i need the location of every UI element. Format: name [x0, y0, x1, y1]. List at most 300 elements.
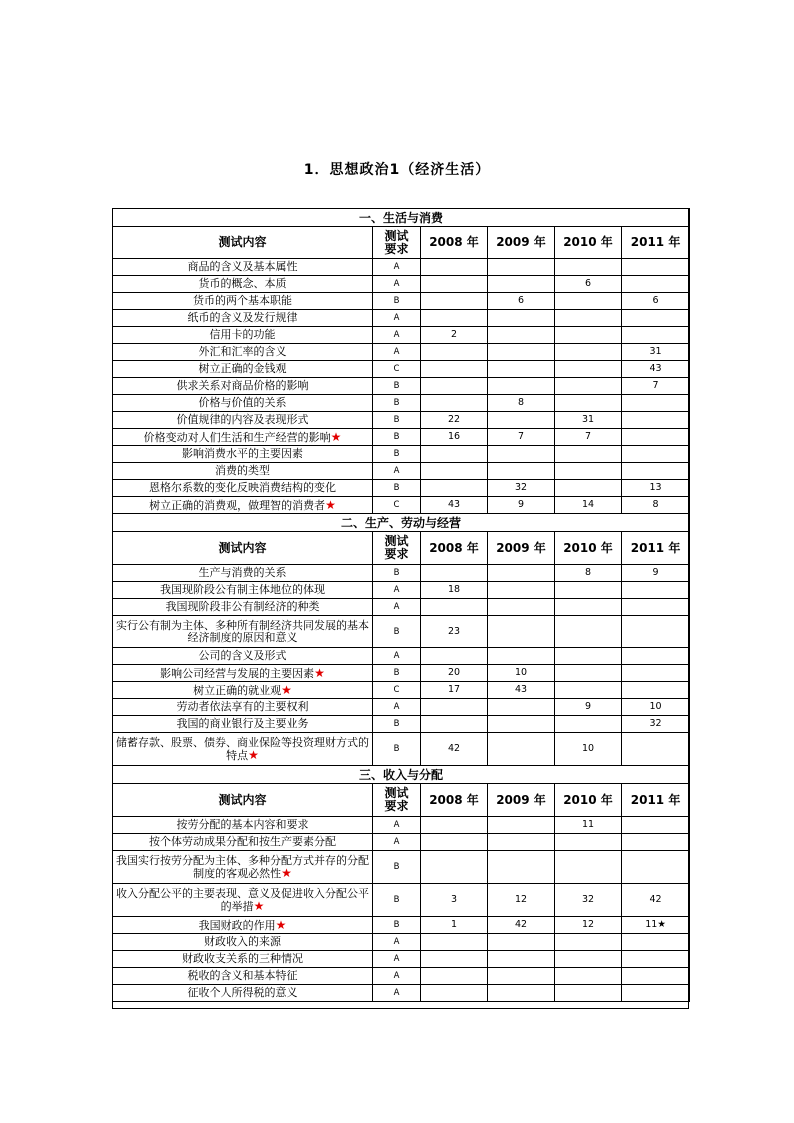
- year-cell: 13: [622, 480, 690, 497]
- year-cell: 32: [555, 884, 622, 917]
- year-cell: [555, 463, 622, 480]
- year-cell: 42: [622, 884, 690, 917]
- exam-topics-table: [112, 208, 690, 1002]
- star-icon: ★: [314, 665, 325, 680]
- requirement-cell: B: [373, 429, 421, 446]
- year-cell: 8: [622, 497, 690, 514]
- header-year: 2011 年: [622, 784, 690, 817]
- topic-cell: [113, 276, 373, 293]
- requirement-cell: C: [373, 361, 421, 378]
- topic-cell: [113, 817, 373, 834]
- topic-text: 实行公有制为主体、多种所有制经济共同发展的基本经济制度的原因和意义: [116, 618, 369, 644]
- year-cell: [421, 648, 488, 665]
- year-cell: [622, 682, 690, 699]
- topic-text: 树立正确的就业观: [193, 683, 282, 697]
- requirement-cell: A: [373, 310, 421, 327]
- year-cell: [421, 310, 488, 327]
- year-cell: [488, 616, 555, 648]
- requirement-cell: B: [373, 716, 421, 733]
- topic-cell: [113, 682, 373, 699]
- topic-text: 影响公司经营与发展的主要因素: [160, 666, 315, 680]
- table-row: [113, 682, 690, 699]
- topic-cell: [113, 293, 373, 310]
- year-cell: [488, 463, 555, 480]
- year-cell: [421, 395, 488, 412]
- topic-text: 我国的商业银行及主要业务: [176, 717, 309, 730]
- year-cell: [488, 259, 555, 276]
- topic-text: 财政收支关系的三种情况: [182, 952, 303, 965]
- year-cell: 9: [555, 699, 622, 716]
- year-cell: [622, 259, 690, 276]
- year-cell: [488, 565, 555, 582]
- year-cell: [555, 934, 622, 951]
- topic-text: 公司的含义及形式: [198, 649, 287, 662]
- requirement-cell: B: [373, 395, 421, 412]
- header-year: 2009 年: [488, 784, 555, 817]
- table-row: [113, 699, 690, 716]
- year-cell: 20: [421, 665, 488, 682]
- year-cell: [488, 327, 555, 344]
- year-cell: 3: [421, 884, 488, 917]
- year-cell: 22: [421, 412, 488, 429]
- year-cell: 16: [421, 429, 488, 446]
- header-content: 测试内容: [113, 532, 373, 565]
- year-cell: [622, 412, 690, 429]
- table-row: [113, 378, 690, 395]
- year-cell: [421, 817, 488, 834]
- table-row: [113, 665, 690, 682]
- year-cell: [421, 968, 488, 985]
- year-cell: [421, 480, 488, 497]
- year-cell: [421, 599, 488, 616]
- year-cell: 43: [421, 497, 488, 514]
- year-cell: [421, 293, 488, 310]
- year-cell: 11: [555, 817, 622, 834]
- topic-cell: [113, 884, 373, 917]
- year-cell: [622, 951, 690, 968]
- table-row: [113, 412, 690, 429]
- table-row: [113, 817, 690, 834]
- year-cell: 42: [421, 733, 488, 766]
- table-row: [113, 446, 690, 463]
- topic-cell: [113, 310, 373, 327]
- requirement-cell: A: [373, 985, 421, 1002]
- year-cell: [622, 276, 690, 293]
- year-cell: [622, 446, 690, 463]
- year-cell: [555, 480, 622, 497]
- year-cell: [488, 817, 555, 834]
- table-row: [113, 293, 690, 310]
- year-cell: [622, 429, 690, 446]
- topic-text: 按劳分配的基本内容和要求: [176, 818, 309, 831]
- topic-text: 外汇和汇率的含义: [198, 345, 287, 358]
- year-cell: 6: [622, 293, 690, 310]
- year-cell: [421, 378, 488, 395]
- topic-text: 货币的概念、本质: [198, 277, 287, 290]
- year-cell: [421, 276, 488, 293]
- year-cell: 12: [488, 884, 555, 917]
- year-cell: [622, 463, 690, 480]
- year-cell: [488, 446, 555, 463]
- requirement-cell: A: [373, 463, 421, 480]
- topic-cell: [113, 648, 373, 665]
- year-cell: [421, 951, 488, 968]
- year-cell: [555, 582, 622, 599]
- year-cell: [488, 344, 555, 361]
- topic-cell: [113, 412, 373, 429]
- year-cell: [622, 934, 690, 951]
- year-cell: [555, 599, 622, 616]
- year-cell: [622, 851, 690, 884]
- year-cell: 7: [555, 429, 622, 446]
- year-cell: [622, 327, 690, 344]
- header-requirement: 测试 要求: [373, 784, 421, 817]
- year-cell: 31: [622, 344, 690, 361]
- star-icon: ★: [281, 865, 292, 880]
- year-cell: 2: [421, 327, 488, 344]
- header-content: 测试内容: [113, 227, 373, 259]
- year-cell: 9: [622, 565, 690, 582]
- section-row: [113, 766, 690, 784]
- year-cell: [488, 834, 555, 851]
- table-row: [113, 565, 690, 582]
- header-year: 2009 年: [488, 532, 555, 565]
- star-icon: ★: [253, 898, 265, 913]
- table-row: [113, 733, 690, 766]
- year-cell: [555, 834, 622, 851]
- topic-text: 纸币的含义及发行规律: [187, 311, 298, 324]
- year-cell: [555, 344, 622, 361]
- table-row: [113, 361, 690, 378]
- table-row: [113, 582, 690, 599]
- year-cell: 43: [488, 682, 555, 699]
- table-row: [113, 344, 690, 361]
- requirement-cell: B: [373, 851, 421, 884]
- topic-cell: [113, 599, 373, 616]
- year-cell: [421, 446, 488, 463]
- topic-cell: [113, 480, 373, 497]
- table-row: [113, 599, 690, 616]
- topic-text: 影响消费水平的主要因素: [182, 447, 303, 460]
- topic-text: 收入分配公平的主要表现、意义及促进收入分配公平的举措: [116, 886, 369, 913]
- header-year: 2009 年: [488, 227, 555, 259]
- topic-text: 供求关系对商品价格的影响: [176, 379, 309, 392]
- topic-cell: [113, 344, 373, 361]
- requirement-cell: A: [373, 327, 421, 344]
- section-title: 一、生活与消费: [113, 209, 690, 227]
- year-cell: [622, 582, 690, 599]
- table-row: [113, 716, 690, 733]
- section-row: [113, 514, 690, 532]
- year-cell: [488, 582, 555, 599]
- year-cell: 10: [622, 699, 690, 716]
- table-row: [113, 851, 690, 884]
- year-cell: [488, 985, 555, 1002]
- header-requirement: 测试 要求: [373, 227, 421, 259]
- year-cell: [622, 599, 690, 616]
- table-row: [113, 917, 690, 934]
- star-icon: ★: [325, 497, 336, 512]
- star-icon: ★: [281, 682, 292, 697]
- page-title: 1．思想政治1（经济生活）: [303, 162, 491, 178]
- topic-cell: [113, 716, 373, 733]
- table-row: [113, 497, 690, 514]
- header-year: 2010 年: [555, 532, 622, 565]
- year-cell: 10: [488, 665, 555, 682]
- year-cell: 7: [622, 378, 690, 395]
- topic-text: 商品的含义及基本属性: [187, 260, 298, 273]
- year-cell: [488, 412, 555, 429]
- requirement-cell: A: [373, 951, 421, 968]
- requirement-cell: C: [373, 682, 421, 699]
- topic-cell: [113, 917, 373, 934]
- year-cell: [555, 378, 622, 395]
- year-cell: [488, 934, 555, 951]
- section-title: 二、生产、劳动与经营: [113, 514, 690, 532]
- topic-text: 货币的两个基本职能: [193, 294, 292, 307]
- requirement-cell: A: [373, 817, 421, 834]
- year-cell: [488, 599, 555, 616]
- year-cell: [421, 851, 488, 884]
- year-cell: 8: [555, 565, 622, 582]
- requirement-cell: B: [373, 616, 421, 648]
- topic-text: 生产与消费的关系: [198, 566, 287, 579]
- topic-text: 消费的类型: [215, 464, 270, 477]
- header-content: 测试内容: [113, 784, 373, 817]
- year-cell: [555, 361, 622, 378]
- topic-text: 劳动者依法享有的主要权利: [176, 700, 309, 713]
- requirement-cell: B: [373, 480, 421, 497]
- requirement-cell: A: [373, 344, 421, 361]
- topic-text: 征收个人所得税的意义: [187, 986, 298, 999]
- topic-cell: [113, 968, 373, 985]
- year-cell: [622, 648, 690, 665]
- table-row: [113, 648, 690, 665]
- year-cell: [555, 310, 622, 327]
- year-cell: 7: [488, 429, 555, 446]
- header-row: [113, 227, 690, 259]
- requirement-cell: B: [373, 446, 421, 463]
- requirement-cell: A: [373, 259, 421, 276]
- header-year: 2008 年: [421, 532, 488, 565]
- requirement-cell: A: [373, 582, 421, 599]
- year-cell: [421, 344, 488, 361]
- requirement-cell: B: [373, 917, 421, 934]
- topic-cell: [113, 699, 373, 716]
- year-cell: [421, 699, 488, 716]
- header-year: 2011 年: [622, 532, 690, 565]
- year-cell: [488, 733, 555, 766]
- year-cell: [421, 716, 488, 733]
- topic-cell: [113, 985, 373, 1002]
- year-cell: [555, 716, 622, 733]
- table-row: [113, 985, 690, 1002]
- year-cell: 42: [488, 917, 555, 934]
- requirement-cell: A: [373, 699, 421, 716]
- header-year: 2010 年: [555, 227, 622, 259]
- year-cell: [488, 648, 555, 665]
- year-cell: [555, 851, 622, 884]
- table-row: [113, 616, 690, 648]
- requirement-cell: B: [373, 565, 421, 582]
- table-row: [113, 480, 690, 497]
- topic-text: 价值规律的内容及表现形式: [176, 413, 309, 426]
- year-cell: [488, 310, 555, 327]
- year-cell: [555, 682, 622, 699]
- topic-cell: [113, 934, 373, 951]
- requirement-cell: A: [373, 599, 421, 616]
- requirement-cell: B: [373, 412, 421, 429]
- header-year: 2011 年: [622, 227, 690, 259]
- topic-text: 我国现阶段非公有制经济的种类: [165, 600, 320, 613]
- requirement-cell: B: [373, 733, 421, 766]
- year-cell: [622, 395, 690, 412]
- requirement-cell: A: [373, 934, 421, 951]
- table-row: [113, 951, 690, 968]
- year-cell: 23: [421, 616, 488, 648]
- year-cell: 11★: [622, 917, 690, 934]
- topic-cell: [113, 951, 373, 968]
- header-row: [113, 784, 690, 817]
- year-cell: 9: [488, 497, 555, 514]
- year-cell: [555, 665, 622, 682]
- topic-text: 信用卡的功能: [209, 328, 276, 341]
- year-cell: [488, 276, 555, 293]
- requirement-cell: A: [373, 276, 421, 293]
- topic-cell: [113, 565, 373, 582]
- topic-text: 树立正确的消费观，做理智的消费者: [149, 498, 326, 512]
- star-icon: ★: [275, 917, 287, 932]
- table-row: [113, 310, 690, 327]
- year-cell: [421, 463, 488, 480]
- topic-text: 价格变动对人们生活和生产经营的影响: [143, 430, 331, 444]
- year-cell: [488, 699, 555, 716]
- topic-cell: [113, 463, 373, 480]
- year-cell: [622, 310, 690, 327]
- header-year: 2008 年: [421, 227, 488, 259]
- requirement-cell: C: [373, 497, 421, 514]
- year-cell: [421, 834, 488, 851]
- table-row: [113, 968, 690, 985]
- topic-text: 按个体劳动成果分配和按生产要素分配: [149, 835, 336, 848]
- topic-cell: [113, 378, 373, 395]
- topic-cell: [113, 665, 373, 682]
- year-cell: [488, 851, 555, 884]
- year-cell: 6: [555, 276, 622, 293]
- year-cell: 18: [421, 582, 488, 599]
- year-cell: [622, 985, 690, 1002]
- year-cell: 31: [555, 412, 622, 429]
- topic-text: 储蓄存款、股票、债券、商业保险等投资理财方式的特点: [116, 735, 369, 762]
- star-icon: ★: [248, 747, 259, 762]
- table-row: [113, 429, 690, 446]
- star-icon: ★: [330, 429, 342, 444]
- year-cell: [622, 817, 690, 834]
- header-requirement: 测试 要求: [373, 532, 421, 565]
- year-cell: [555, 327, 622, 344]
- year-cell: [622, 834, 690, 851]
- topic-cell: [113, 497, 373, 514]
- topic-cell: [113, 851, 373, 884]
- topic-cell: [113, 834, 373, 851]
- requirement-cell: A: [373, 648, 421, 665]
- year-cell: 6: [488, 293, 555, 310]
- year-cell: [555, 985, 622, 1002]
- year-cell: 14: [555, 497, 622, 514]
- year-cell: [622, 616, 690, 648]
- header-year: 2008 年: [421, 784, 488, 817]
- requirement-cell: A: [373, 834, 421, 851]
- year-cell: 10: [555, 733, 622, 766]
- topic-cell: [113, 733, 373, 766]
- year-cell: 32: [488, 480, 555, 497]
- year-cell: [555, 951, 622, 968]
- topic-text: 恩格尔系数的变化反映消费结构的变化: [149, 481, 336, 494]
- topic-text: 税收的含义和基本特征: [187, 969, 298, 982]
- topic-cell: [113, 259, 373, 276]
- year-cell: [555, 395, 622, 412]
- year-cell: 12: [555, 917, 622, 934]
- year-cell: 43: [622, 361, 690, 378]
- year-cell: [622, 968, 690, 985]
- table-row: [113, 395, 690, 412]
- year-cell: [421, 361, 488, 378]
- topic-cell: [113, 361, 373, 378]
- topic-cell: [113, 327, 373, 344]
- topic-cell: [113, 616, 373, 648]
- topic-cell: [113, 429, 373, 446]
- year-cell: 17: [421, 682, 488, 699]
- topic-text: 价格与价值的关系: [198, 396, 287, 409]
- table-body: [113, 209, 690, 1002]
- requirement-cell: B: [373, 293, 421, 310]
- table-row: [113, 884, 690, 917]
- year-cell: [421, 259, 488, 276]
- year-cell: [421, 565, 488, 582]
- year-cell: [488, 716, 555, 733]
- topic-text: 树立正确的金钱观: [198, 362, 287, 375]
- topic-text: 我国实行按劳分配为主体、多种分配方式并存的分配制度的客观必然性: [116, 853, 369, 880]
- header-year: 2010 年: [555, 784, 622, 817]
- topic-cell: [113, 446, 373, 463]
- requirement-cell: B: [373, 378, 421, 395]
- table-row: [113, 834, 690, 851]
- year-cell: [488, 951, 555, 968]
- year-cell: [421, 985, 488, 1002]
- topic-text: 财政收入的来源: [204, 935, 281, 948]
- year-cell: [421, 934, 488, 951]
- header-row: [113, 532, 690, 565]
- table-row: [113, 259, 690, 276]
- year-cell: 32: [622, 716, 690, 733]
- requirement-cell: B: [373, 665, 421, 682]
- table-row: [113, 934, 690, 951]
- year-cell: [622, 733, 690, 766]
- year-cell: [555, 616, 622, 648]
- year-cell: 8: [488, 395, 555, 412]
- section-title: 三、收入与分配: [113, 766, 690, 784]
- topic-text: 我国现阶段公有制主体地位的体现: [160, 583, 325, 596]
- table-row: [113, 276, 690, 293]
- topic-cell: [113, 582, 373, 599]
- table-row: [113, 327, 690, 344]
- year-cell: [555, 968, 622, 985]
- year-cell: [488, 968, 555, 985]
- requirement-cell: A: [373, 968, 421, 985]
- year-cell: [622, 665, 690, 682]
- topic-text: 我国财政的作用: [198, 918, 276, 932]
- year-cell: [488, 378, 555, 395]
